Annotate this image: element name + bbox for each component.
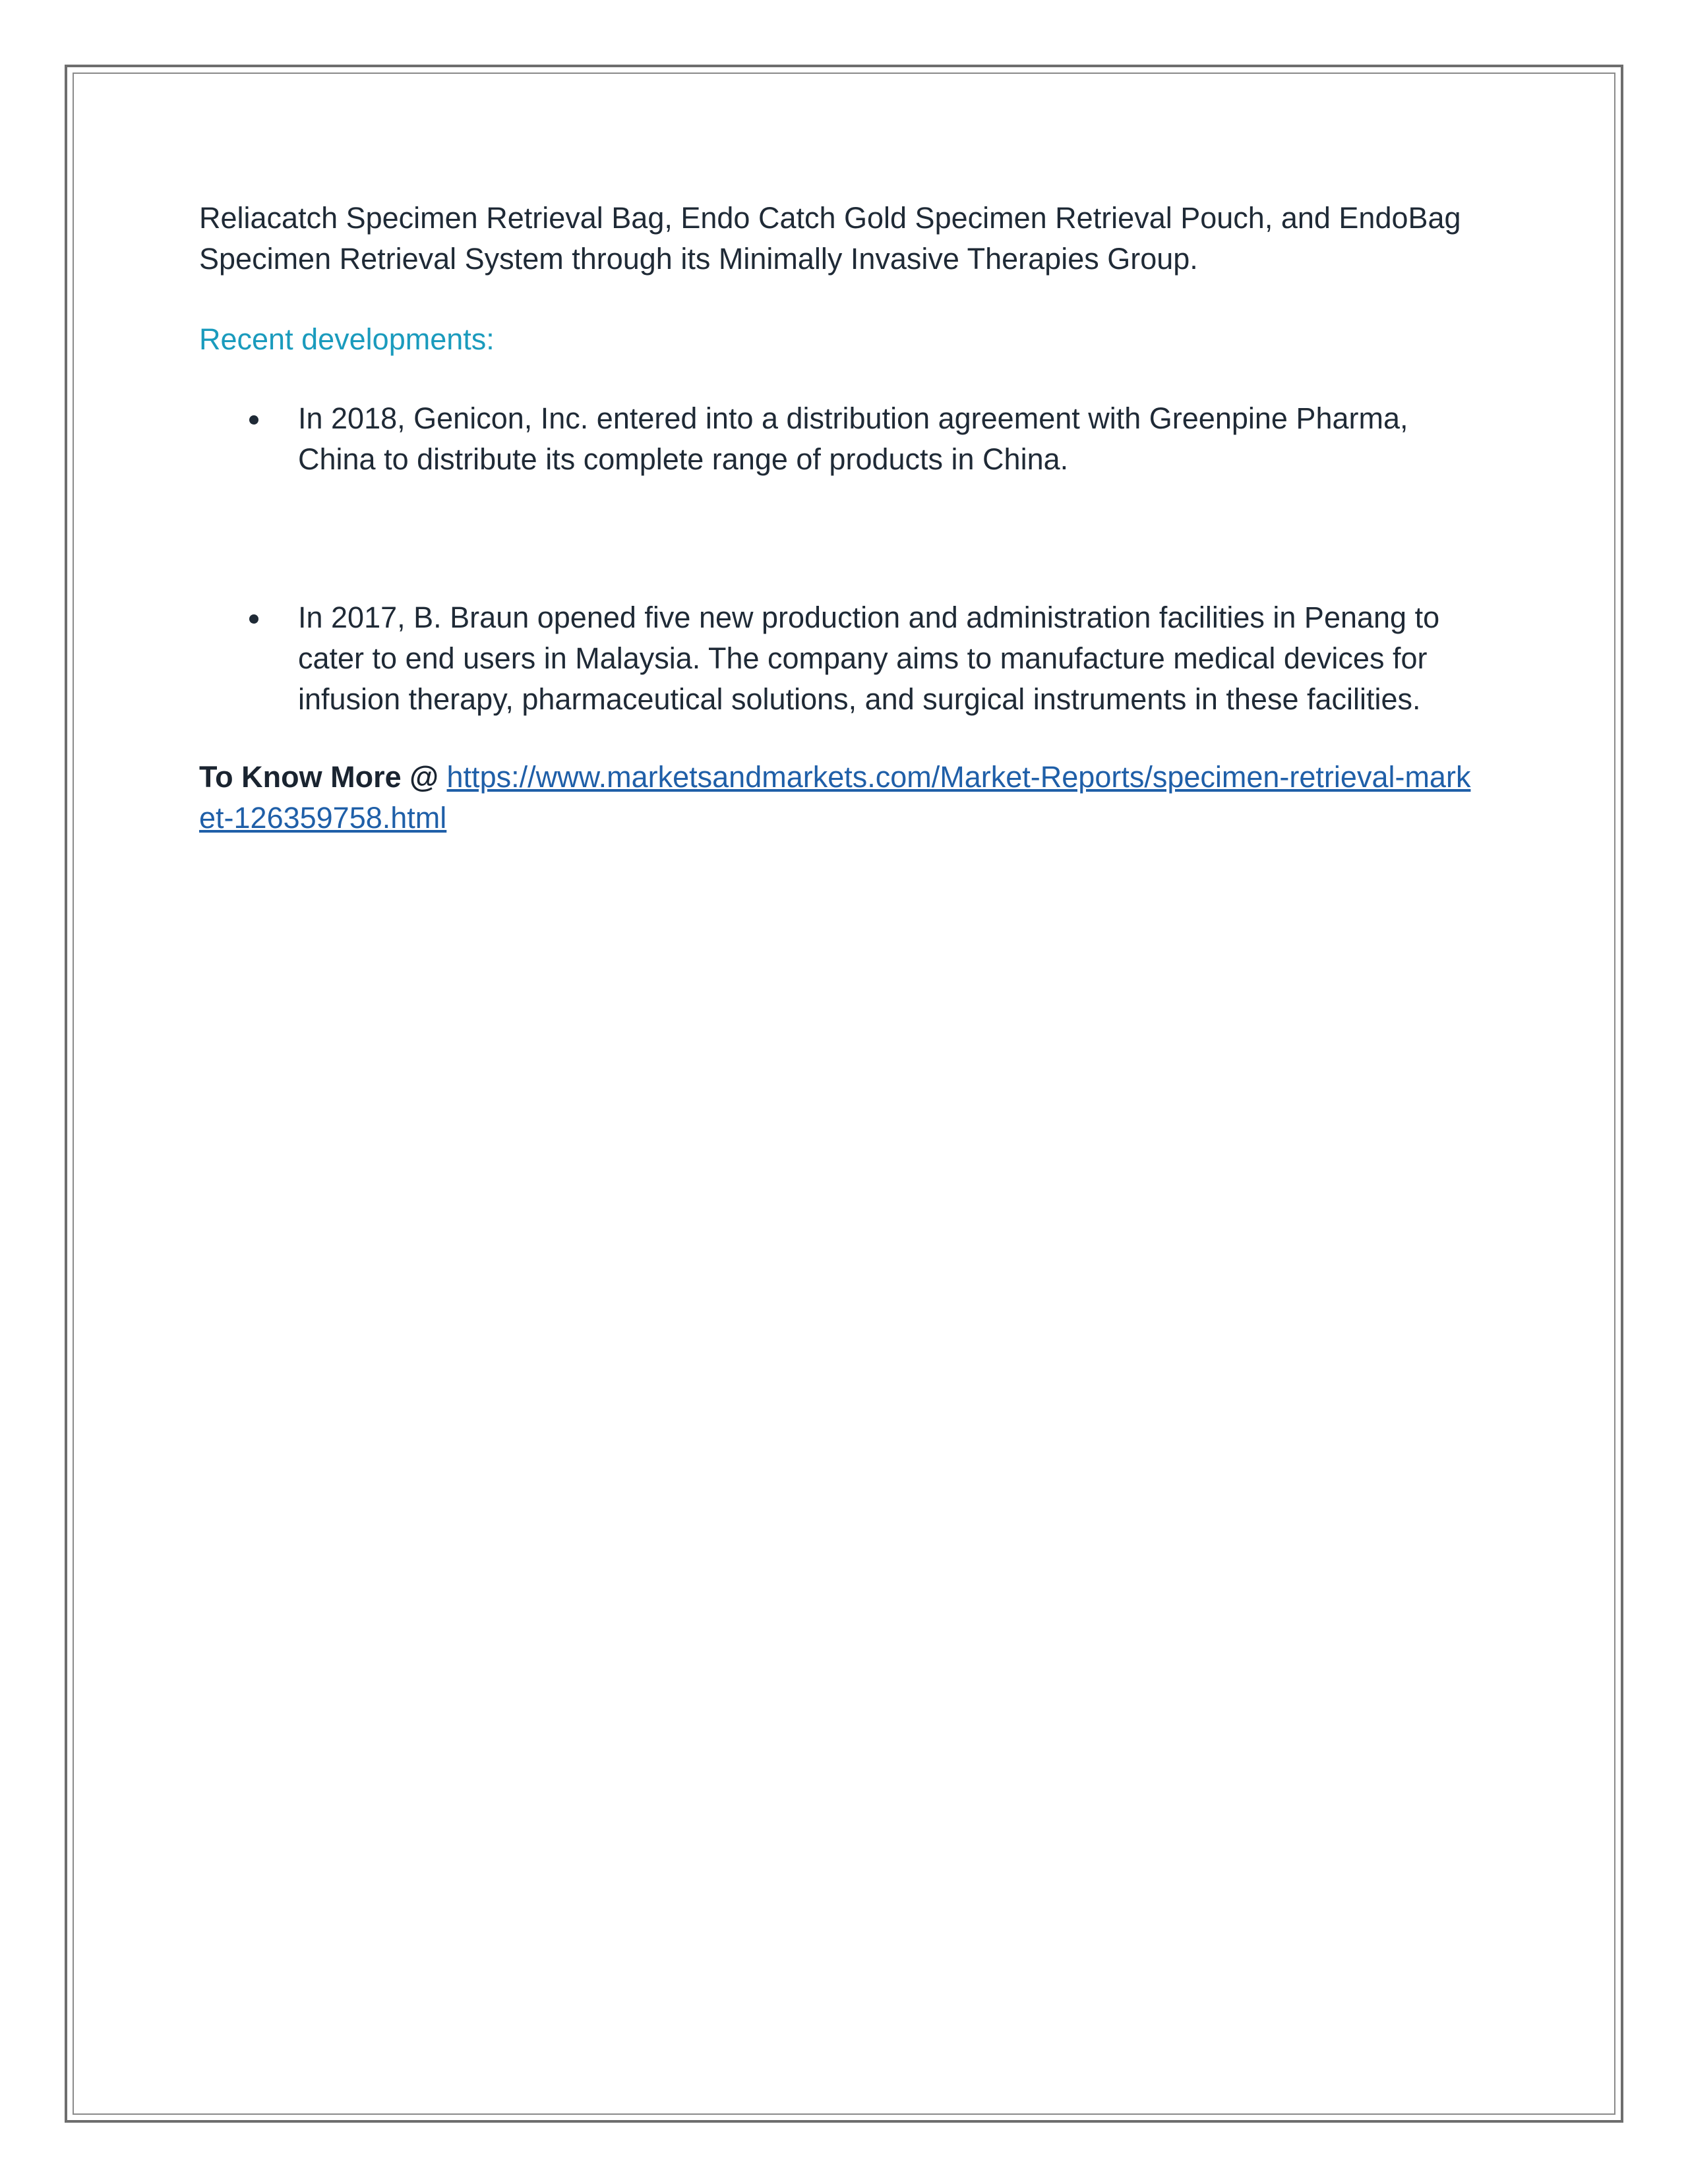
list-item-text: In 2017, B. Braun opened five new production and administration facilities in Penang to cater to end users in Malaysia. The company aims to manufacture medical devices for infusion therapy, pharmaceutical solutions, and surgical instruments in these facilities. [298, 601, 1440, 716]
know-more-line [199, 757, 1485, 839]
bullet-icon [249, 415, 258, 425]
know-more-label: To Know More @ [199, 760, 439, 794]
intro-paragraph: Reliacatch Specimen Retrieval Bag, Endo Catch Gold Specimen Retrieval Pouch, and EndoBag Specimen Retrieval System through its Minimally Invasive Therapies Group. [199, 201, 1461, 276]
report-link[interactable]: https://www.marketsandmarkets.com/Market-Reports/specimen-retrieval-market-126359758.html [199, 760, 1471, 835]
document-body [199, 198, 1485, 868]
recent-developments-heading: Recent developments: [199, 322, 495, 356]
list-item [199, 398, 1485, 480]
list-item [199, 597, 1485, 720]
bullet-icon [249, 614, 258, 624]
list-item-text: In 2018, Genicon, Inc. entered into a distribution agreement with Greenpine Pharma, China to distribute its complete range of products in China. [298, 401, 1408, 476]
developments-list [199, 398, 1485, 720]
